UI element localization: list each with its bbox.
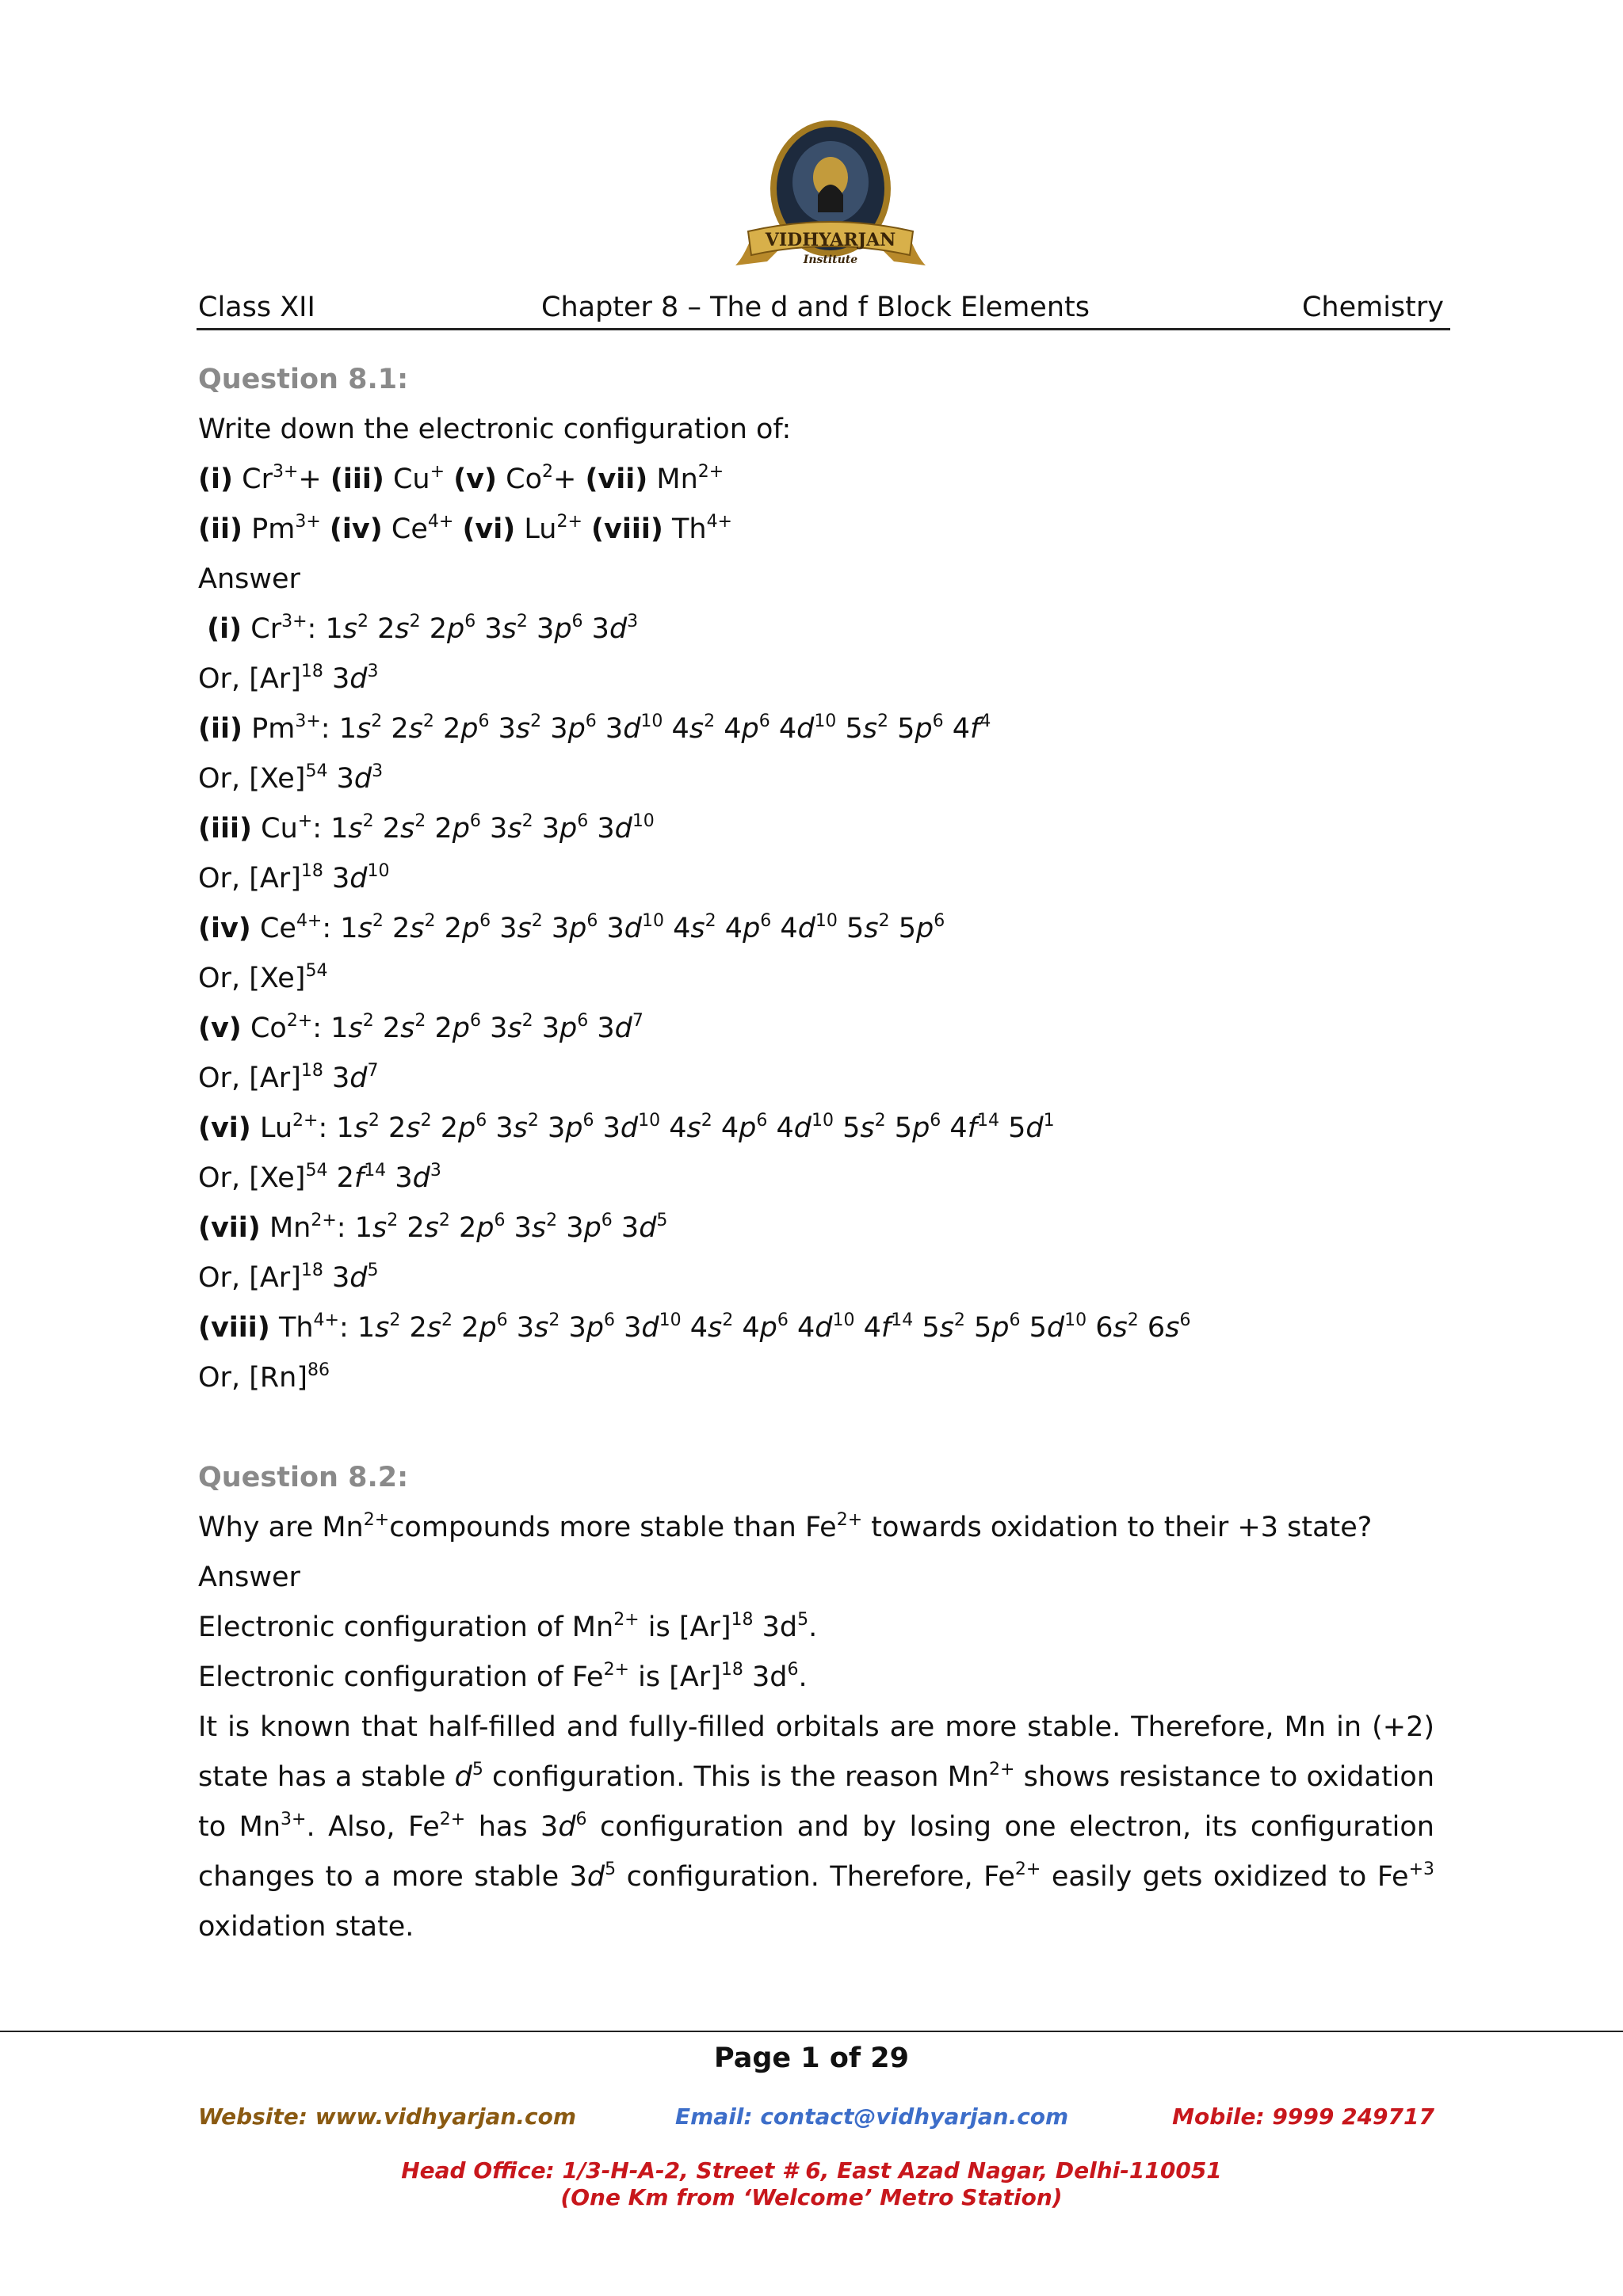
question-8-2-text: Why are $Mn^{2+}compounds$ more stable than $Fe^{2+}$ towards oxidation to their +3 state? <box>198 1510 1373 1543</box>
header-class: Class XII <box>198 292 315 323</box>
config-line-vii: (vii) $Mn^{2+}$: $1s^2$ $2s^2$ $2p^6$ $3s^2$ $3p^6$ $3d^5$ <box>198 1211 668 1244</box>
header-chapter: Chapter 8 – The d and f Block Elements <box>541 292 1090 323</box>
page-number: Page 1 of 29 <box>713 2042 909 2074</box>
config-line-i: (i) $Cr^{3+}$: $1s^2$ $2s^2$ $2p^6$ $3s^2$ $3p^6$ $3d^3$ <box>207 612 639 645</box>
short-config-i: Or, $[Ar]^{18}$ $3d^3$ <box>198 662 379 695</box>
config-line-iii: (iii) Cu+: $1s^2$ $2s^2$ $2p^6$ $3s^2$ $3p^6$ $3d^{10}$ <box>198 811 655 845</box>
short-config-iv: Or, $[Xe]^{54}$ <box>198 961 328 994</box>
footer-divider <box>0 2031 1623 2032</box>
short-config-vii: Or, $[Ar]^{18}$ $3d^5$ <box>198 1261 379 1294</box>
short-config-iii: Or, $[Ar]^{18}$ $3d^{10}$ <box>198 861 390 894</box>
config-line-vi: (vi) $Lu^{2+}$: $1s^2$ $2s^2$ $2p^6$ $3s^2$ $3p^6$ $3d^{10}$ $4s^2$ $4p^6$ $4d^{10}$ $5s^2$ $5p^6$ $4f^{14}$ $5d^1$ <box>198 1111 1055 1144</box>
config-line-ii: (ii) $Pm^{3+}$: $1s^2$ $2s^2$ $2p^6$ $3s^2$ $3p^6$ $3d^{10}$ $4s^2$ $4p^6$ $4d^{10}$ $5s^2$ $5p^6$ $4f^4$ <box>198 711 991 745</box>
short-config-v: Or, $[Ar]^{18}$ $3d^7$ <box>198 1061 379 1094</box>
header-subject: Chemistry <box>1301 292 1444 323</box>
answer-label-2: Answer <box>198 1562 300 1593</box>
config-line-viii: (viii) $Th^{4+}$: $1s^2$ $2s^2$ $2p^6$ $3s^2$ $3p^6$ $3d^{10}$ $4s^2$ $4p^6$ $4d^{10}$ $4f^{14}$ $5s^2$ $5p^6$ $5d^{10}$ $6s^2$ $6s^6$ <box>198 1310 1191 1344</box>
footer-website[interactable]: Website: www.vidhyarjan.com <box>198 2103 577 2130</box>
ion-list-row-2: (ii) $Pm^{3+}$ (iv) $Ce^{4+}$ (vi) $Lu^{2+}$ (viii) $Th^{4+}$ <box>198 512 732 545</box>
logo-title: VIDHYARJAN <box>765 230 896 250</box>
footer-head-office: Head Office: 1/3-H-A-2, Street # 6, East Azad Nagar, Delhi-110051 <box>401 2157 1222 2183</box>
ion-list-row-1: (i) $Cr^{3+}+ (iii)$ Cu+ (v) $Co^2+ (vii)$ $Mn^{2+}$ <box>198 462 724 495</box>
footer-mobile: Mobile: 9999 249717 <box>1172 2103 1434 2130</box>
config-mn: Electronic configuration of $Mn^{2+}$ is $[Ar]^{18}$ $3d^5$. <box>198 1610 818 1643</box>
short-config-ii: Or, $[Xe]^{54}$ $3d^3$ <box>198 761 384 795</box>
config-line-iv: (iv) $Ce^{4+}$: $1s^2$ $2s^2$ $2p^6$ $3s^2$ $3p^6$ $3d^{10}$ $4s^2$ $4p^6$ $4d^{10}$ $5s^2$ $5p^6$ <box>198 911 945 944</box>
question-8-1-title: Question 8.1: <box>198 364 409 395</box>
question-8-2-title: Question 8.2: <box>198 1462 409 1493</box>
config-fe: Electronic configuration of $Fe^{2+}$ is $[Ar]^{18}$ $3d^6$. <box>198 1660 808 1693</box>
page-header <box>197 292 1450 330</box>
logo-subtitle: Institute <box>803 254 858 266</box>
config-line-v: (v) $Co^{2+}$: $1s^2$ $2s^2$ $2p^6$ $3s^2$ $3p^6$ $3d^7$ <box>198 1011 643 1044</box>
vidhyarjan-logo <box>735 119 926 287</box>
explanation-paragraph: It is known that half-filled and fully-filled orbitals are more stable. Therefore, Mn in (+2) state has a stable $d^5$ configuration. This is the reason $Mn^{2+}$ shows resistance to oxidation to $Mn^{3+}$. Also, $Fe^{2+}$ has $3d^6$ configuration and by losing one electron, its configuration changes to a more stable $3d^5$ configuration. Therefore, $Fe^{2+}$ easily gets oxidized to $Fe^{+3}$ oxidation state. <box>198 1711 1435 1943</box>
footer-metro-note: (One Km from ‘Welcome’ Metro Station) <box>560 2184 1063 2210</box>
short-config-vi: Or, $[Xe]^{54}$ $2f^{14}$ $3d^3$ <box>198 1161 441 1194</box>
short-config-viii: Or, $[Rn]^{86}$ <box>198 1360 330 1394</box>
answer-label: Answer <box>198 563 300 595</box>
question-8-1-prompt: Write down the electronic configuration of: <box>198 414 792 445</box>
page-content <box>198 355 1434 1952</box>
footer-email[interactable]: Email: contact@vidhyarjan.com <box>675 2103 1069 2130</box>
